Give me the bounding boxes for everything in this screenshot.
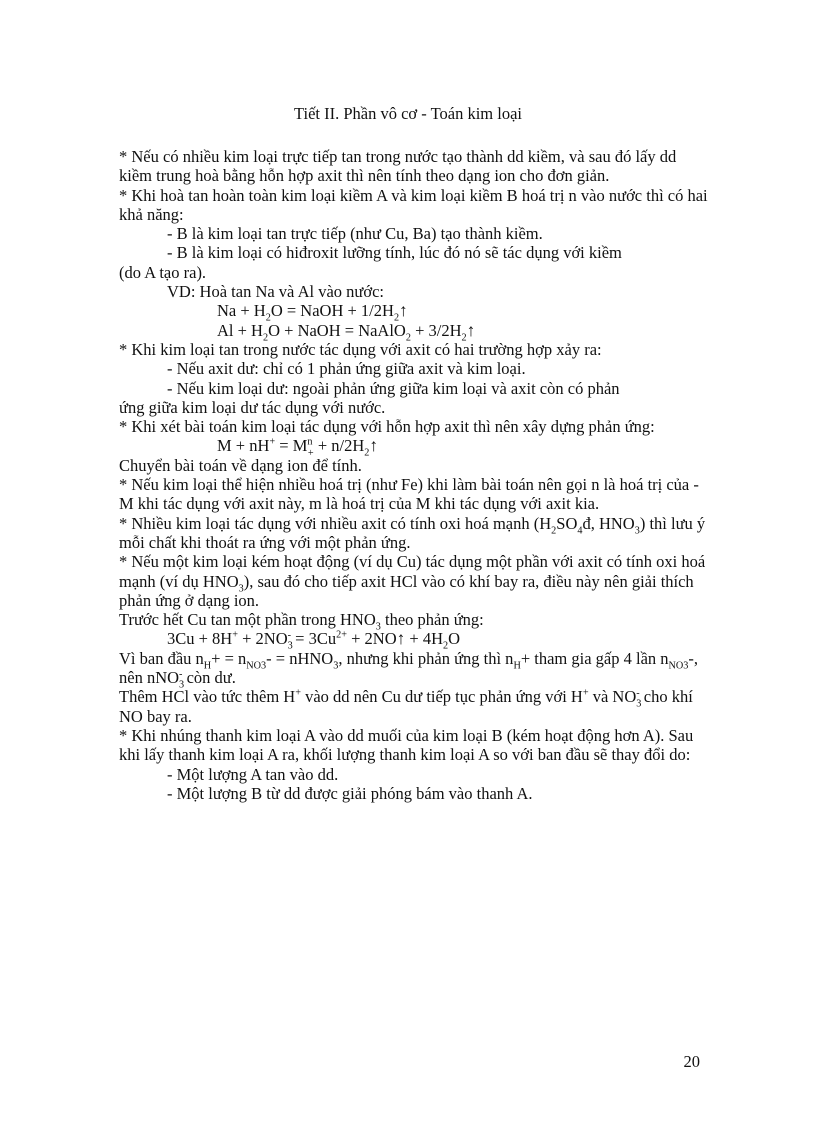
equation: $Al + H_2O$ + NaOH = NaAlO$_2$ + $3/2H_2↑$ (217, 320, 476, 343)
paragraph: Vì ban đầu $n_H+ = n_{NO3}-$ = nHNO$_3$, nhưng khi phản ứng thì $n_H+$ tham gia gấp 4 lần $n_{NO3}-$, nên nNO$_3$- còn dư. (119, 648, 699, 691)
paragraph: ứng giữa kim loại dư tác dụng với nước. (119, 397, 386, 417)
paragraph: * Nếu kim loại thể hiện nhiều hoá trị (như Fe) khi làm bài toán nên gọi n là hoá trị của -M khi tác dụng với axit này, m là hoá trị của M khi tác dụng với axit kia. (119, 475, 699, 514)
paragraph: Trước hết Cu tan một phần trong $HNO_3$ theo phản ứng: (119, 610, 484, 633)
paragraph: (do A tạo ra). (119, 262, 207, 282)
paragraph: Thêm HCl vào tức thêm H+ vào dd nên Cu dư tiếp tục phản ứng với H+ và $NO_3^-$ cho khí NO bay ra. (119, 687, 693, 726)
up-arrow-icon: ↑ (369, 436, 379, 456)
page-title: Tiết II. Phần vô cơ - Toán kim loại (293, 104, 522, 123)
up-arrow-icon: ↑ (466, 320, 476, 340)
paragraph: VD: Hoà tan Na và Al vào nước: (167, 282, 384, 302)
equation: $Na + H_2O$ = NaOH + $1/2H_2↑$ (217, 301, 408, 324)
paragraph: * Nếu có nhiều kim loại trực tiếp tan trong nước tạo thành dd kiềm, và sau đó lấy dd kiềm trung hoà bằng hỗn hợp axit thì nên tính theo dạng ion cho đơn giản. (119, 147, 677, 186)
up-arrow-icon: ↑ (396, 629, 406, 649)
equation: $M + nH^+ = M^n_+$ + $n/2H_2↑$ (217, 436, 379, 459)
paragraph: * Nếu một kim loại kém hoạt động (ví dụ Cu) tác dụng một phần với axit có tính oxi hoá mạnh (ví dụ $HNO_3$), sau đó cho tiếp axit HCl vào có khí bay ra, điều này nên giải thích phản ứng ở dạng ion. (119, 552, 706, 610)
paragraph: * Nhiều kim loại tác dụng với nhiều axit có tính oxi hoá mạnh ($H_2SO_4đ$, $HNO_3$) thì lưu ý mỗi chất khi thoát ra ứng với một phản ứng. (119, 513, 706, 552)
document-body (119, 147, 709, 803)
paragraph: - Một lượng B từ dd được giải phóng bám vào thanh A. (167, 783, 533, 803)
paragraph: * Khi xét bài toán kim loại tác dụng với hỗn hợp axit thì nên xây dựng phản ứng: (119, 417, 655, 437)
paragraph: * Khi kim loại tan trong nước tác dụng với axit có hai trường hợp xảy ra: (119, 339, 602, 359)
paragraph: - Một lượng A tan vào dd. (167, 764, 339, 784)
paragraph: * Khi hoà tan hoàn toàn kim loại kiềm A và kim loại kiềm B hoá trị n vào nước thì có hai khả năng: (119, 185, 708, 224)
paragraph: - Nếu axit dư: chỉ có 1 phản ứng giữa axit và kim loại. (167, 359, 526, 379)
paragraph: - B là kim loại tan trực tiếp (như Cu, Ba) tạo thành kiềm. (167, 224, 543, 244)
paragraph: Chuyển bài toán về dạng ion để tính. (119, 455, 362, 475)
page-number: 20 (683, 1052, 700, 1071)
paragraph: - Nếu kim loại dư: ngoài phản ứng giữa kim loại và axit còn có phản (167, 378, 620, 398)
paragraph: * Khi nhúng thanh kim loại A vào dd muối của kim loại B (kém hoạt động hơn A). Sau khi lấy thanh kim loại A ra, khối lượng thanh kim loại A so với ban đầu sẽ thay đổi do: (119, 725, 694, 765)
up-arrow-icon: ↑ (399, 301, 408, 321)
paragraph: - B là kim loại có hiđroxit lưỡng tính, lúc đó nó sẽ tác dụng với kiềm (167, 243, 622, 263)
equation: $3Cu + 8H^+ + 2NO_3^- = 3Cu^{2+}$ + 2NO↑ + $4H_2O$ (167, 629, 461, 652)
